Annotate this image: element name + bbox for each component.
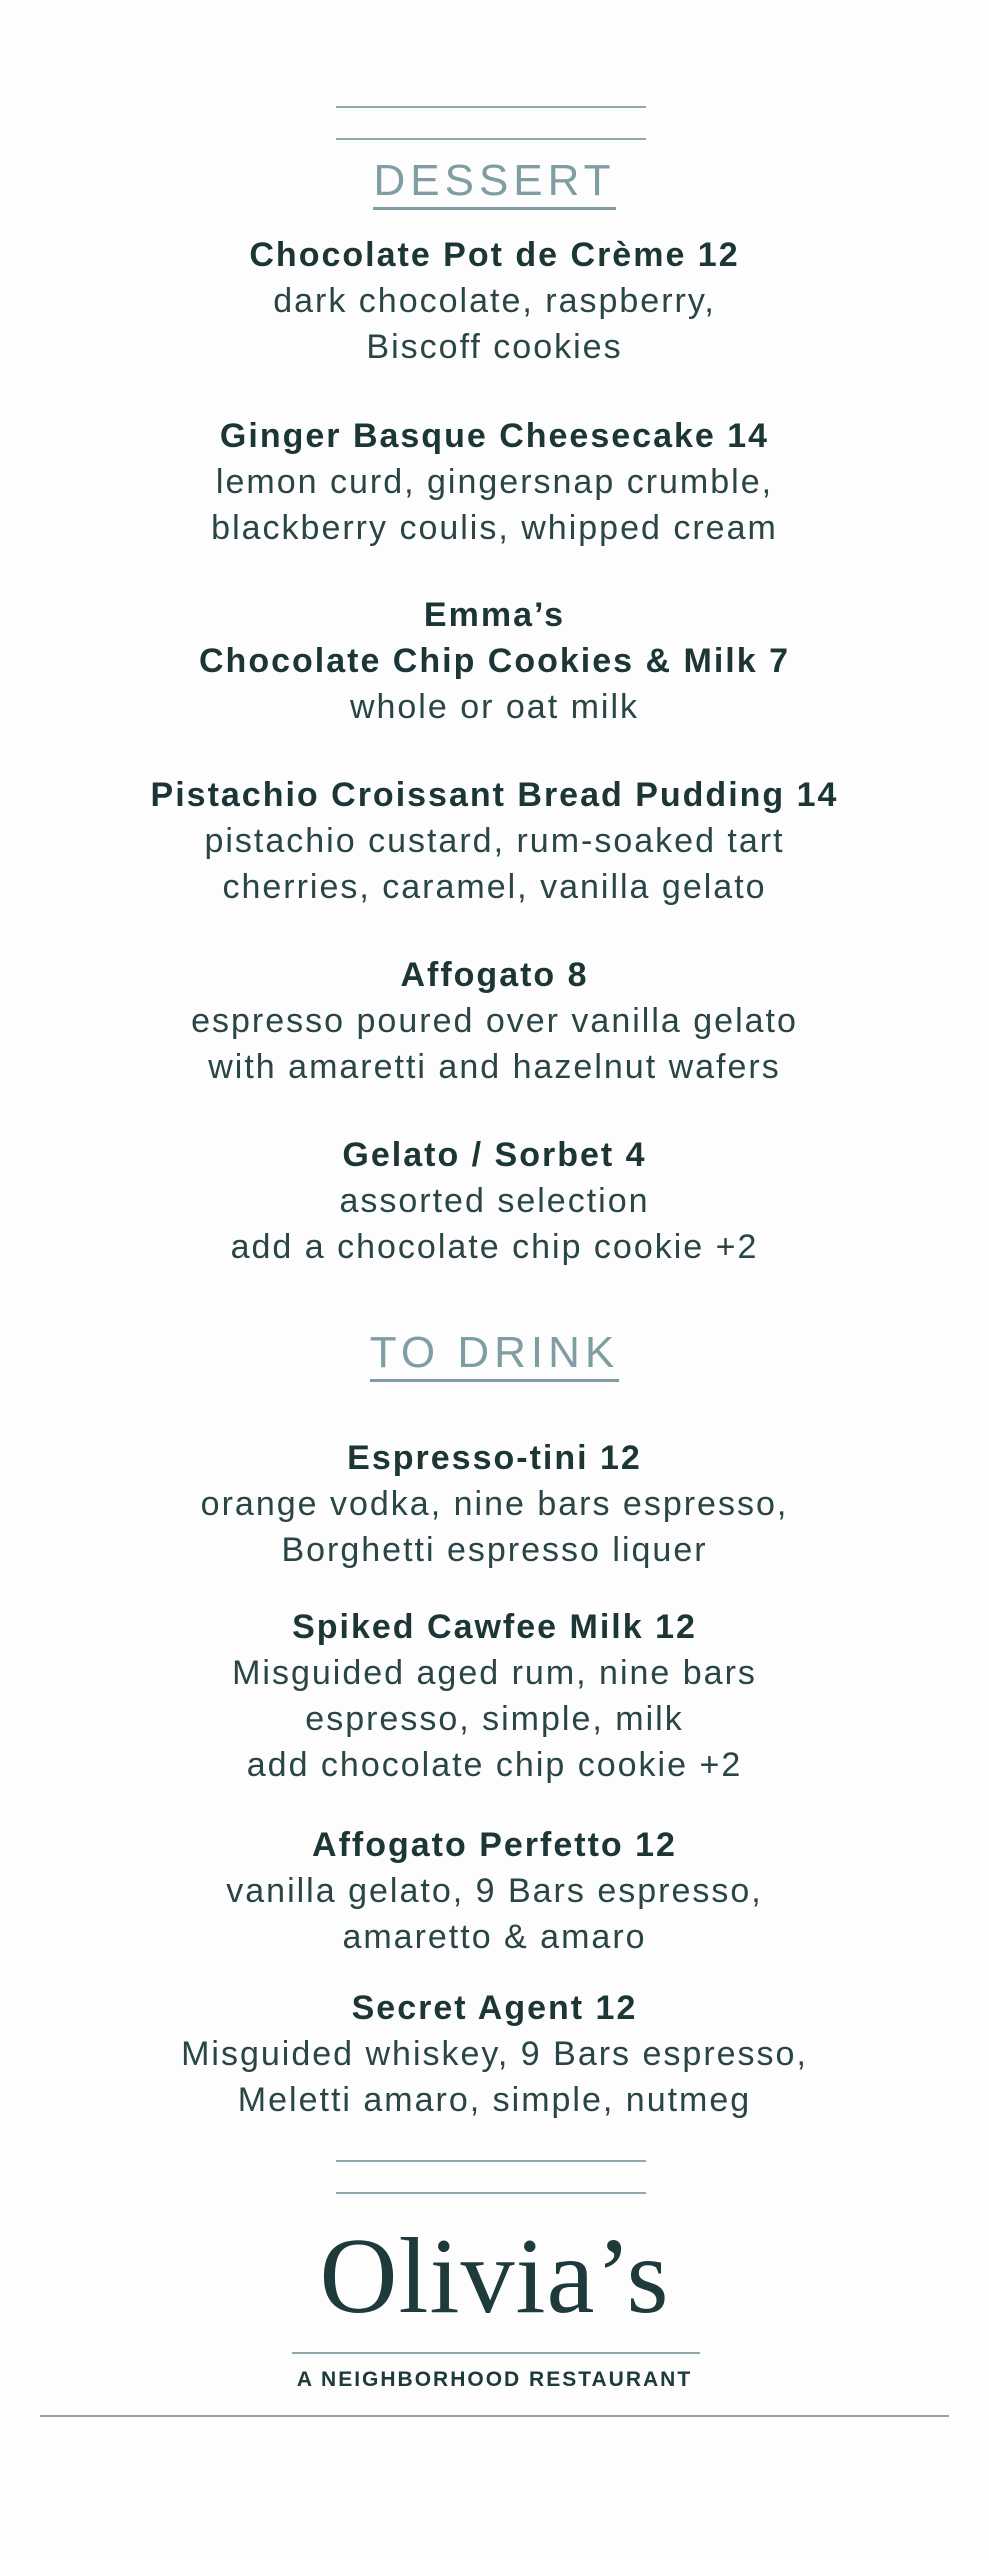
item-name: Affogato 8 — [400, 956, 589, 994]
item-name: Spiked Cawfee Milk 12 — [292, 1608, 697, 1646]
item-name: Chocolate Chip Cookies & Milk 7 — [199, 642, 790, 680]
menu-item — [40, 1132, 949, 1270]
bottom-rule-2 — [336, 2192, 646, 2194]
item-desc-line: with amaretti and hazelnut wafers — [208, 1048, 781, 1086]
menu-item — [40, 1604, 949, 1788]
top-rule-1 — [336, 106, 646, 108]
bottom-rule-1 — [336, 2160, 646, 2162]
item-name: Pistachio Croissant Bread Pudding 14 — [150, 776, 839, 814]
item-desc-line: add a chocolate chip cookie +2 — [230, 1228, 759, 1266]
item-desc-line: Misguided whiskey, 9 Bars espresso, — [181, 2035, 808, 2073]
item-desc-line: amaretto & amaro — [342, 1918, 647, 1956]
menu-item — [40, 592, 949, 730]
menu-item — [40, 952, 949, 1090]
item-name: Gelato / Sorbet 4 — [342, 1136, 647, 1174]
menu-item — [40, 1435, 949, 1573]
item-name: Ginger Basque Cheesecake 14 — [219, 417, 770, 455]
menu-item — [40, 772, 949, 910]
item-desc-line: add chocolate chip cookie +2 — [246, 1746, 743, 1784]
item-desc-line: blackberry coulis, whipped cream — [211, 509, 778, 547]
menu-item — [40, 232, 949, 370]
logo-underline — [292, 2352, 700, 2354]
restaurant-tagline: A NEIGHBORHOOD RESTAURANT — [296, 2368, 693, 2391]
restaurant-logo: Olivia’s — [319, 2217, 670, 2336]
item-desc-line: espresso poured over vanilla gelato — [191, 1002, 798, 1040]
item-desc-line: espresso, simple, milk — [305, 1700, 684, 1738]
footer-rule — [40, 2415, 949, 2417]
top-rule-2 — [336, 138, 646, 140]
drink-title: TO DRINK — [0, 1328, 989, 1378]
menu-item — [40, 413, 949, 551]
item-name: Secret Agent 12 — [351, 1989, 638, 2027]
item-name: Espresso-tini 12 — [347, 1439, 642, 1477]
item-name: Chocolate Pot de Crème 12 — [249, 236, 740, 274]
item-desc-line: orange vodka, nine bars espresso, — [200, 1485, 789, 1523]
item-desc-line: Meletti amaro, simple, nutmeg — [237, 2081, 752, 2119]
item-desc-line: Biscoff cookies — [366, 328, 623, 366]
item-desc-line: vanilla gelato, 9 Bars espresso, — [226, 1872, 763, 1910]
item-desc-line: assorted selection — [339, 1182, 650, 1220]
item-desc-line: whole or oat milk — [349, 688, 640, 726]
item-desc-line: Borghetti espresso liquer — [281, 1531, 708, 1569]
item-desc-line: pistachio custard, rum-soaked tart — [204, 822, 785, 860]
item-name: Emma’s — [423, 596, 566, 634]
item-name: Affogato Perfetto 12 — [312, 1826, 677, 1864]
item-desc-line: lemon curd, gingersnap crumble, — [215, 463, 774, 501]
item-desc-line: Misguided aged rum, nine bars — [232, 1654, 757, 1692]
item-desc-line: cherries, caramel, vanilla gelato — [222, 868, 767, 906]
item-desc-line: dark chocolate, raspberry, — [273, 282, 716, 320]
dessert-title: DESSERT — [0, 156, 989, 206]
menu-item — [40, 1985, 949, 2123]
menu-item — [40, 1822, 949, 1960]
